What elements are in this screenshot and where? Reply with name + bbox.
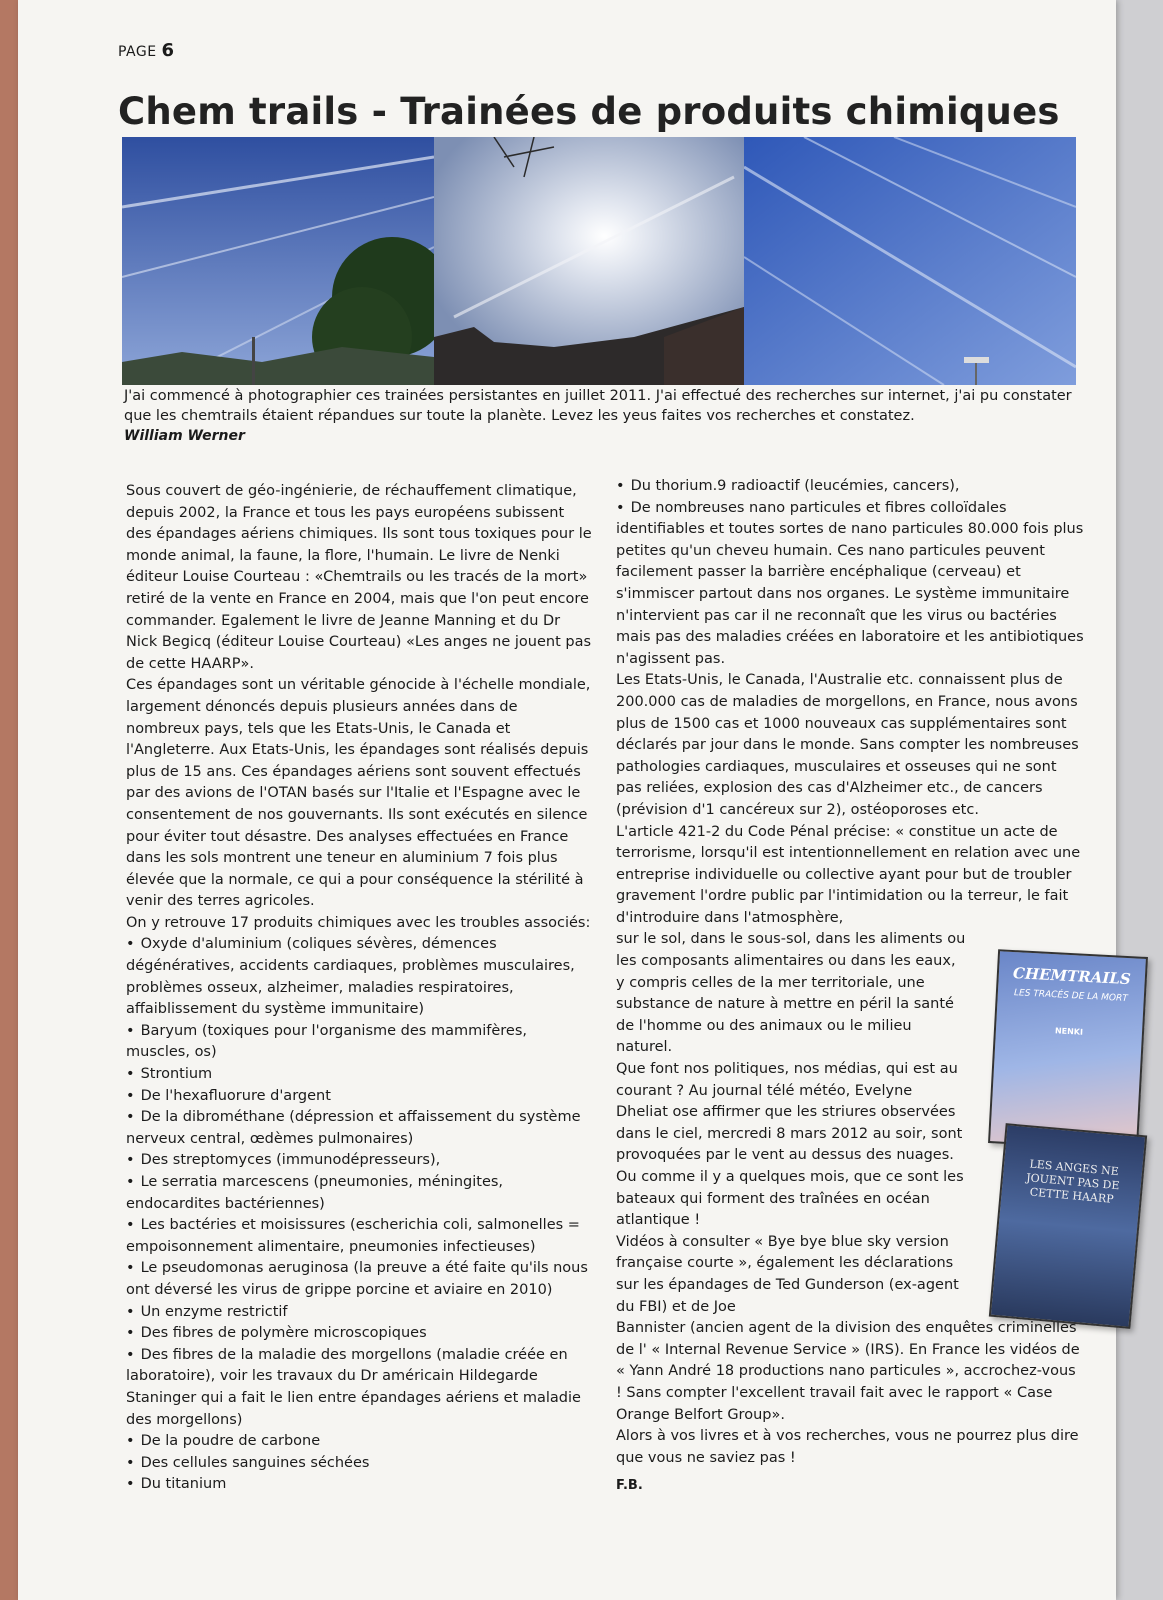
book-subtitle: LES TRACÉS DE LA MORT bbox=[1013, 988, 1128, 1005]
paragraph-politics: Que font nos politiques, nos médias, qui est au courant ? Au journal télé météo, Evelyne Dheliat ose affirmer que les striures observées dans le ciel, mercredi 8 mars 2012 au soir, sont provoquées par le vent au dessus des nuages. Ou comme il y a quelques mois, que ce sont les bateaux qui forment des traînées en océan atlantique ! bbox=[616, 1061, 964, 1229]
list-item: • Baryum (toxiques pour l'organisme des mammifères, muscles, os) bbox=[126, 1022, 527, 1061]
list-item: • Strontium bbox=[126, 1066, 213, 1083]
photo-strip bbox=[122, 137, 1076, 385]
chemical-list-continued bbox=[616, 476, 1086, 670]
sky-photo-3 bbox=[744, 137, 1076, 385]
page-label: PAGE bbox=[118, 44, 157, 60]
scan-edge bbox=[0, 0, 18, 1600]
list-item: • Un enzyme restrictif bbox=[126, 1303, 288, 1320]
photo-caption bbox=[124, 386, 1084, 446]
page-number-value: 6 bbox=[161, 40, 175, 61]
magazine-page bbox=[18, 0, 1132, 1600]
list-item: • De la dibrométhane (dépression et affaissement du système nerveux central, œdèmes pulmonaires) bbox=[126, 1109, 581, 1147]
list-item: • Des fibres de polymère microscopiques bbox=[126, 1325, 427, 1342]
book-title: CHEMTRAILS bbox=[1012, 964, 1132, 989]
caption-text: J'ai commencé à photographier ces trainées persistantes en juillet 2011. J'ai effectué des recherches sur internet, j'ai pu constater que les chemtrails étaient répandues sur toute la planète. Levez les yeus faites vos recherches et constatez. bbox=[124, 388, 1072, 424]
list-item: • Oxyde d'aluminium (coliques sévères, démences dégénératives, accidents cardiaques, problèmes musculaires, problèmes osseux, alzheimer, maladies respiratoires, affaiblissement du système immunitaire) bbox=[126, 936, 575, 1018]
signature: F.B. bbox=[616, 1478, 643, 1494]
sky-photo-2 bbox=[434, 137, 744, 385]
paragraph-videos-continued: Bannister (ancien agent de la division des enquêtes criminelles de l' « Internal Revenue Service » (IRS). En France les vidéos de « Yann André 18 productions nano particules », accrochez-vous ! Sans compter l'excellent travail fait avec le rapport « Case Orange Belfort Group». bbox=[616, 1320, 1080, 1423]
list-item: • Des streptomyces (immunodépresseurs), bbox=[126, 1152, 441, 1169]
sky-photo-1 bbox=[122, 137, 434, 385]
list-item: • De nombreuses nano particules et fibres colloïdales identifiables et toutes sortes de nano particules 80.000 fois plus petites qu'un cheveu humain. Ces nano particules peuvent facilement passer la barrière encéphalique (cerveau) et s'immiscer partout dans nos organes. Le système immunitaire n'intervient pas car il ne reconnaît que les virus ou bactéries mais pas des maladies créées en laboratoire et les antibiotiques n'agissent pas. bbox=[616, 499, 1084, 667]
list-item: • Le serratia marcescens (pneumonies, méningites, endocardites bactériennes) bbox=[126, 1174, 504, 1212]
paragraph-intro: Sous couvert de géo-ingénierie, de réchauffement climatique, depuis 2002, la France et tous les pays européens subissent des épandages aériens chimiques. Ils sont tous toxiques pour le monde animal, la faune, la flore, l'humain. Le livre de Nenki éditeur Louise Courteau : «Chemtrails ou les tracés de la mort» retiré de la vente en France en 2004, mais que l'on peut encore commander. Egalement le livre de Jeanne Manning et du Dr Nick Begicq (éditeur Louise Courteau) «Les anges ne jouent pas de cette HAARP». bbox=[126, 483, 592, 672]
list-item: • Du titanium bbox=[126, 1476, 227, 1493]
book-cover-chemtrails bbox=[988, 949, 1148, 1151]
book-title: LES ANGES NE JOUENT PAS DE CETTE HAARP bbox=[1025, 1157, 1120, 1206]
list-item: • Des fibres de la maladie des morgellons (maladie créée en laboratoire), voir les travaux du Dr américain Hildegarde Staninger qui a fait le lien entre épandages aériens et maladie des morgellons) bbox=[126, 1346, 581, 1428]
paragraph-code-penal-continued: sur le sol, dans le sous-sol, dans les aliments ou les composants alimentaires ou dans les eaux, y compris celles de la mer territoriale, une substance de nature à mettre en péril la santé de l'homme ou des animaux ou le milieu naturel. bbox=[616, 931, 966, 1056]
book-author: NENKI bbox=[1054, 1026, 1084, 1037]
list-item: • Du thorium.9 radioactif (leucémies, cancers), bbox=[616, 478, 960, 494]
paragraph-videos: Vidéos à consulter « Bye bye blue sky version française courte », également les déclarations sur les épandages de Ted Gunderson (ex-agent du FBI) et de Joe bbox=[616, 1233, 959, 1315]
column-left bbox=[126, 481, 594, 1496]
list-item: • Des cellules sanguines séchées bbox=[126, 1454, 370, 1471]
list-item: • De l'hexafluorure d'argent bbox=[126, 1087, 331, 1104]
chemical-list bbox=[126, 934, 594, 1495]
article-title: Chem trails - Trainées de produits chimiques bbox=[118, 90, 1060, 133]
list-item: • Le pseudomonas aeruginosa (la preuve a été faite qu'ils nous ont déversé les virus de grippe porcine et aviaire en 2010) bbox=[126, 1260, 588, 1298]
paragraph-code-penal: L'article 421-2 du Code Pénal précise: « constitue un acte de terrorisme, lorsqu'il est intentionnellement en relation avec une entreprise individuelle ou collective ayant pour but de troubler gravement l'ordre public par l'intimidation ou la terreur, le fait d'introduire dans l'atmosphère, bbox=[616, 823, 1081, 926]
list-item: • Les bactéries et moisissures (escherichia coli, salmonelles = empoisonnement alimentaire, pneumonies infectieuses) bbox=[126, 1217, 580, 1255]
caption-author: William Werner bbox=[124, 428, 245, 444]
paragraph-morgellons: Les Etats-Unis, le Canada, l'Australie etc. connaissent plus de 200.000 cas de maladies de morgellons, en France, nous avons plus de 1500 cas et 1000 nouveaux cas supplémentaires sont déclarés par jour dans le monde. Sans compter les nombreuses pathologies cardiaques, musculaires et osseuses qui ne sont pas reliées, explosion des cas d'Alzheimer etc., de cancers (prévision d'1 cancéreux sur 2), ostéoporoses etc. bbox=[616, 672, 1079, 818]
paragraph-genocide: Ces épandages sont un véritable génocide à l'échelle mondiale, largement dénoncés depuis plusieurs années dans de nombreux pays, tels que les Etats-Unis, le Canada et l'Angleterre. Aux Etats-Unis, les épandages sont réalisés depuis plus de 15 ans. Ces épandages aériens sont souvent effectués par des avions de l'OTAN basés sur l'Italie et l'Espagne avec le consentement de nos gouvernants. Ils sont exécutés en silence pour éviter tout désastre. Des analyses effectuées en France dans les sols montrent une teneur en aluminium 7 fois plus élevée que la normale, ce qui a pour conséquence la stérilité à venir des terres agricoles. bbox=[126, 677, 591, 910]
paragraph-conclusion: Alors à vos livres et à vos recherches, vous ne pourrez plus dire que vous ne saviez pas ! bbox=[616, 1428, 1079, 1466]
book-cover-haarp bbox=[989, 1123, 1147, 1329]
page-number bbox=[118, 40, 175, 61]
paragraph-products-intro: On y retrouve 17 produits chimiques avec les troubles associés: bbox=[126, 914, 591, 931]
list-item: • De la poudre de carbone bbox=[126, 1433, 321, 1450]
